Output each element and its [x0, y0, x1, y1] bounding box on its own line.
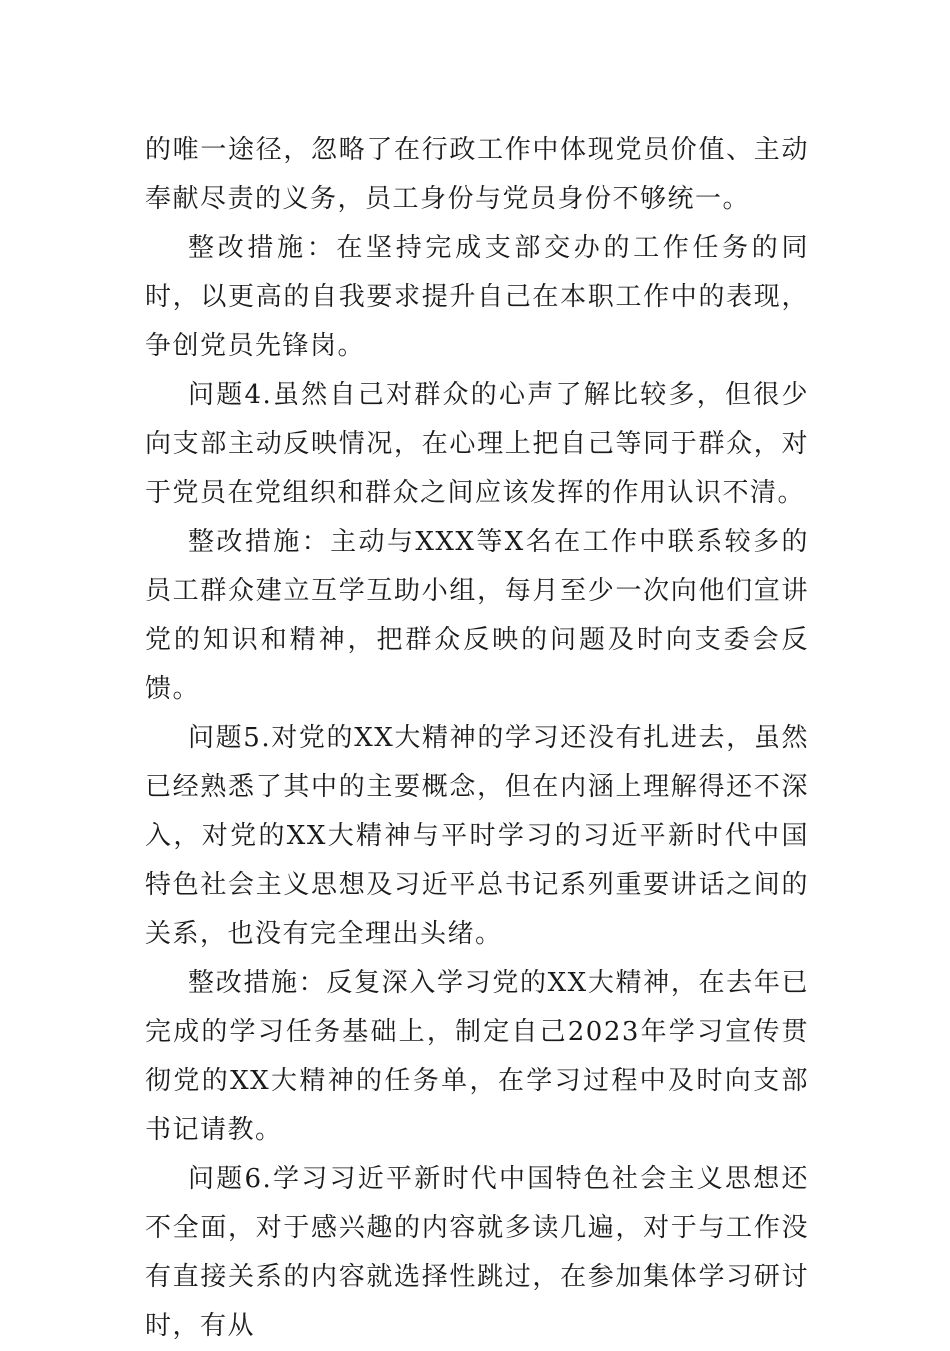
paragraph-problem-4: 问题4.虽然自己对群众的心声了解比较多，但很少向支部主动反映情况，在心理上把自己等同于群众，对于党员在党组织和群众之间应该发挥的作用认识不清。: [145, 380, 809, 508]
paragraph-problem-5: 问题5.对党的XX大精神的学习还没有扎进去，虽然已经熟悉了其中的主要概念，但在内涵上理解得还不深入，对党的XX大精神与平时学习的习近平新时代中国特色社会主义思想及习近平总书记系列重要讲话之间的关系，也没有完全理出头绪。: [145, 723, 809, 949]
paragraph-rectification-3: 整改措施：在坚持完成支部交办的工作任务的同时，以更高的自我要求提升自己在本职工作中的表现，争创党员先锋岗。: [145, 233, 809, 361]
document-body: [145, 126, 809, 1351]
paragraph-rectification-5: 整改措施：反复深入学习党的XX大精神，在去年已完成的学习任务基础上，制定自己2023年学习宣传贯彻党的XX大精神的任务单，在学习过程中及时向支部书记请教。: [145, 968, 809, 1145]
paragraph-problem-6: 问题6.学习习近平新时代中国特色社会主义思想还不全面，对于感兴趣的内容就多读几遍，对于与工作没有直接关系的内容就选择性跳过，在参加集体学习研讨时，有从: [145, 1164, 809, 1341]
paragraph-continuation: 的唯一途径，忽略了在行政工作中体现党员价值、主动奉献尽责的义务，员工身份与党员身份不够统一。: [145, 135, 809, 214]
paragraph-rectification-4: 整改措施：主动与XXX等X名在工作中联系较多的员工群众建立互学互助小组，每月至少一次向他们宣讲党的知识和精神，把群众反映的问题及时向支委会反馈。: [145, 527, 809, 704]
